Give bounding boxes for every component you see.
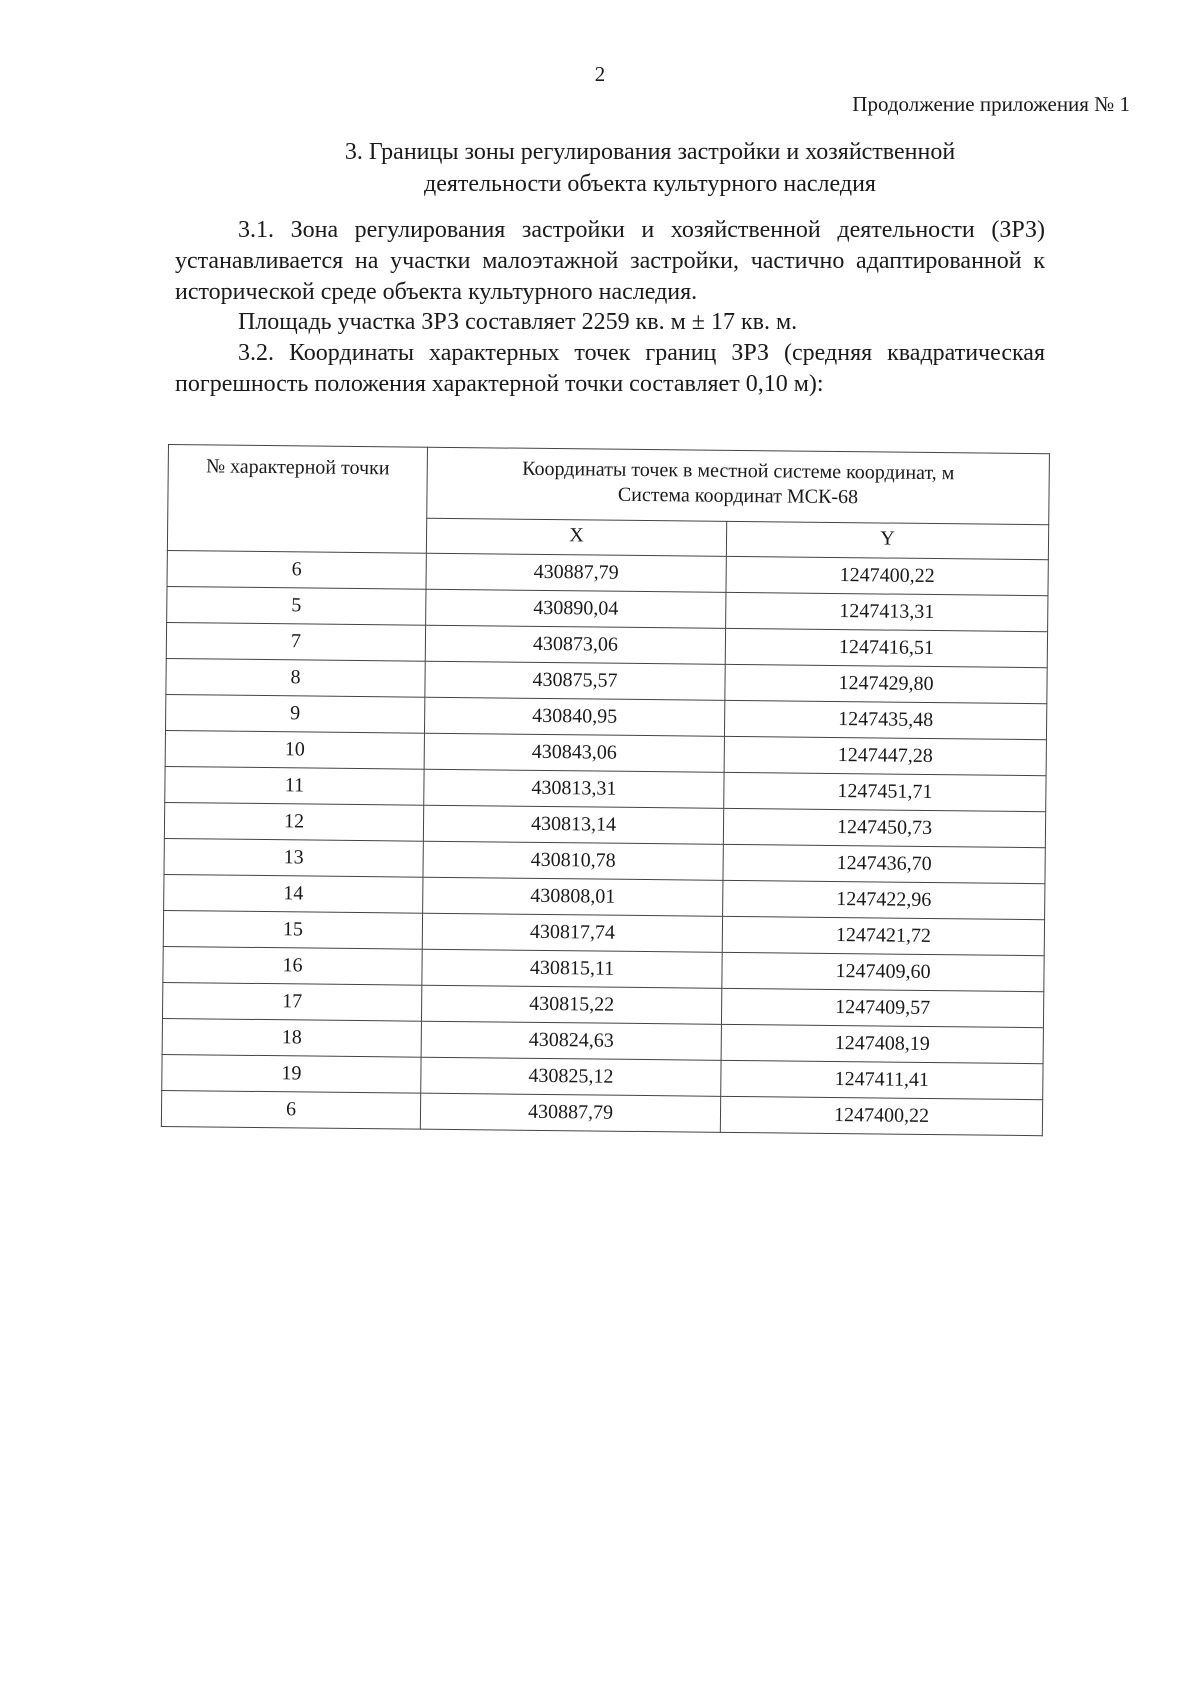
header-x: X <box>426 518 726 556</box>
cell-x: 430887,79 <box>420 1093 720 1132</box>
cell-x: 430810,78 <box>423 841 723 880</box>
cell-x: 430813,14 <box>423 805 723 844</box>
cell-point-number: 16 <box>163 946 422 985</box>
coordinates-table-body <box>161 550 1048 1135</box>
cell-x: 430873,06 <box>425 625 725 664</box>
cell-x: 430840,95 <box>424 697 724 736</box>
cell-x: 430875,57 <box>425 661 725 700</box>
cell-point-number: 13 <box>164 838 423 877</box>
cell-y: 1247409,57 <box>721 988 1043 1027</box>
cell-y: 1247400,22 <box>726 556 1048 595</box>
cell-x: 430825,12 <box>421 1057 721 1096</box>
cell-point-number: 8 <box>166 658 425 697</box>
cell-point-number: 6 <box>167 550 426 589</box>
paragraph-coordinates-intro: 3.2. Координаты характерных точек границ ЗРЗ (средняя квадратическая погрешность положения характерной точки составляет 0,10 м): <box>175 340 1045 397</box>
cell-y: 1247436,70 <box>723 844 1045 883</box>
header-point-number: № характерной точки <box>167 445 427 554</box>
paragraph-zone-area: Площадь участка ЗРЗ составляет 2259 кв. м ± 17 кв. м. <box>238 309 798 335</box>
appendix-continuation-label: Продолжение приложения № 1 <box>852 92 1130 116</box>
cell-x: 430890,04 <box>426 589 726 628</box>
cell-y: 1247408,19 <box>721 1024 1043 1063</box>
cell-y: 1247450,73 <box>723 808 1045 847</box>
cell-point-number: 14 <box>164 874 423 913</box>
cell-x: 430815,22 <box>421 985 721 1024</box>
cell-point-number: 12 <box>164 802 423 841</box>
header-coordinate-system-line-2: Система координат МСК-68 <box>617 483 859 509</box>
cell-point-number: 18 <box>162 1018 421 1057</box>
cell-y: 1247429,80 <box>725 664 1047 703</box>
cell-y: 1247421,72 <box>722 916 1044 955</box>
cell-y: 1247409,60 <box>722 952 1044 991</box>
paragraph-zone-description: 3.1. Зона регулирования застройки и хозяйственной деятельности (ЗРЗ) устанавливается на участки малоэтажной застройки, частично адаптированной к исторической среде объекта культурного наследия. <box>175 217 1045 305</box>
cell-y: 1247435,48 <box>724 700 1046 739</box>
cell-y: 1247422,96 <box>723 880 1045 919</box>
cell-y: 1247400,22 <box>720 1096 1042 1135</box>
cell-x: 430843,06 <box>424 733 724 772</box>
header-coordinate-system <box>427 447 1050 525</box>
cell-x: 430813,31 <box>424 769 724 808</box>
cell-point-number: 7 <box>166 622 425 661</box>
cell-point-number: 5 <box>167 586 426 625</box>
cell-point-number: 9 <box>165 694 424 733</box>
section-title-line-2: деятельности объекта культурного наследия <box>424 171 876 197</box>
cell-point-number: 11 <box>165 766 424 805</box>
cell-point-number: 19 <box>162 1054 421 1093</box>
section-title-line-1: 3. Границы зоны регулирования застройки и хозяйственной <box>344 139 956 165</box>
cell-point-number: 10 <box>165 730 424 769</box>
cell-point-number: 6 <box>161 1090 420 1129</box>
cell-point-number: 17 <box>162 982 421 1021</box>
section-title <box>260 136 1040 200</box>
cell-y: 1247447,28 <box>724 736 1046 775</box>
cell-y: 1247451,71 <box>724 772 1046 811</box>
cell-point-number: 15 <box>163 910 422 949</box>
cell-x: 430817,74 <box>422 913 722 952</box>
header-y: Y <box>726 521 1048 559</box>
coordinates-table <box>161 444 1050 1136</box>
cell-y: 1247411,41 <box>721 1060 1043 1099</box>
cell-x: 430815,11 <box>422 949 722 988</box>
cell-x: 430808,01 <box>423 877 723 916</box>
header-coordinate-system-line-1: Координаты точек в местной системе координат, м <box>522 457 955 485</box>
cell-y: 1247416,51 <box>725 628 1047 667</box>
page-number: 2 <box>594 62 606 86</box>
cell-y: 1247413,31 <box>726 592 1048 631</box>
cell-x: 430887,79 <box>426 553 726 592</box>
cell-x: 430824,63 <box>421 1021 721 1060</box>
